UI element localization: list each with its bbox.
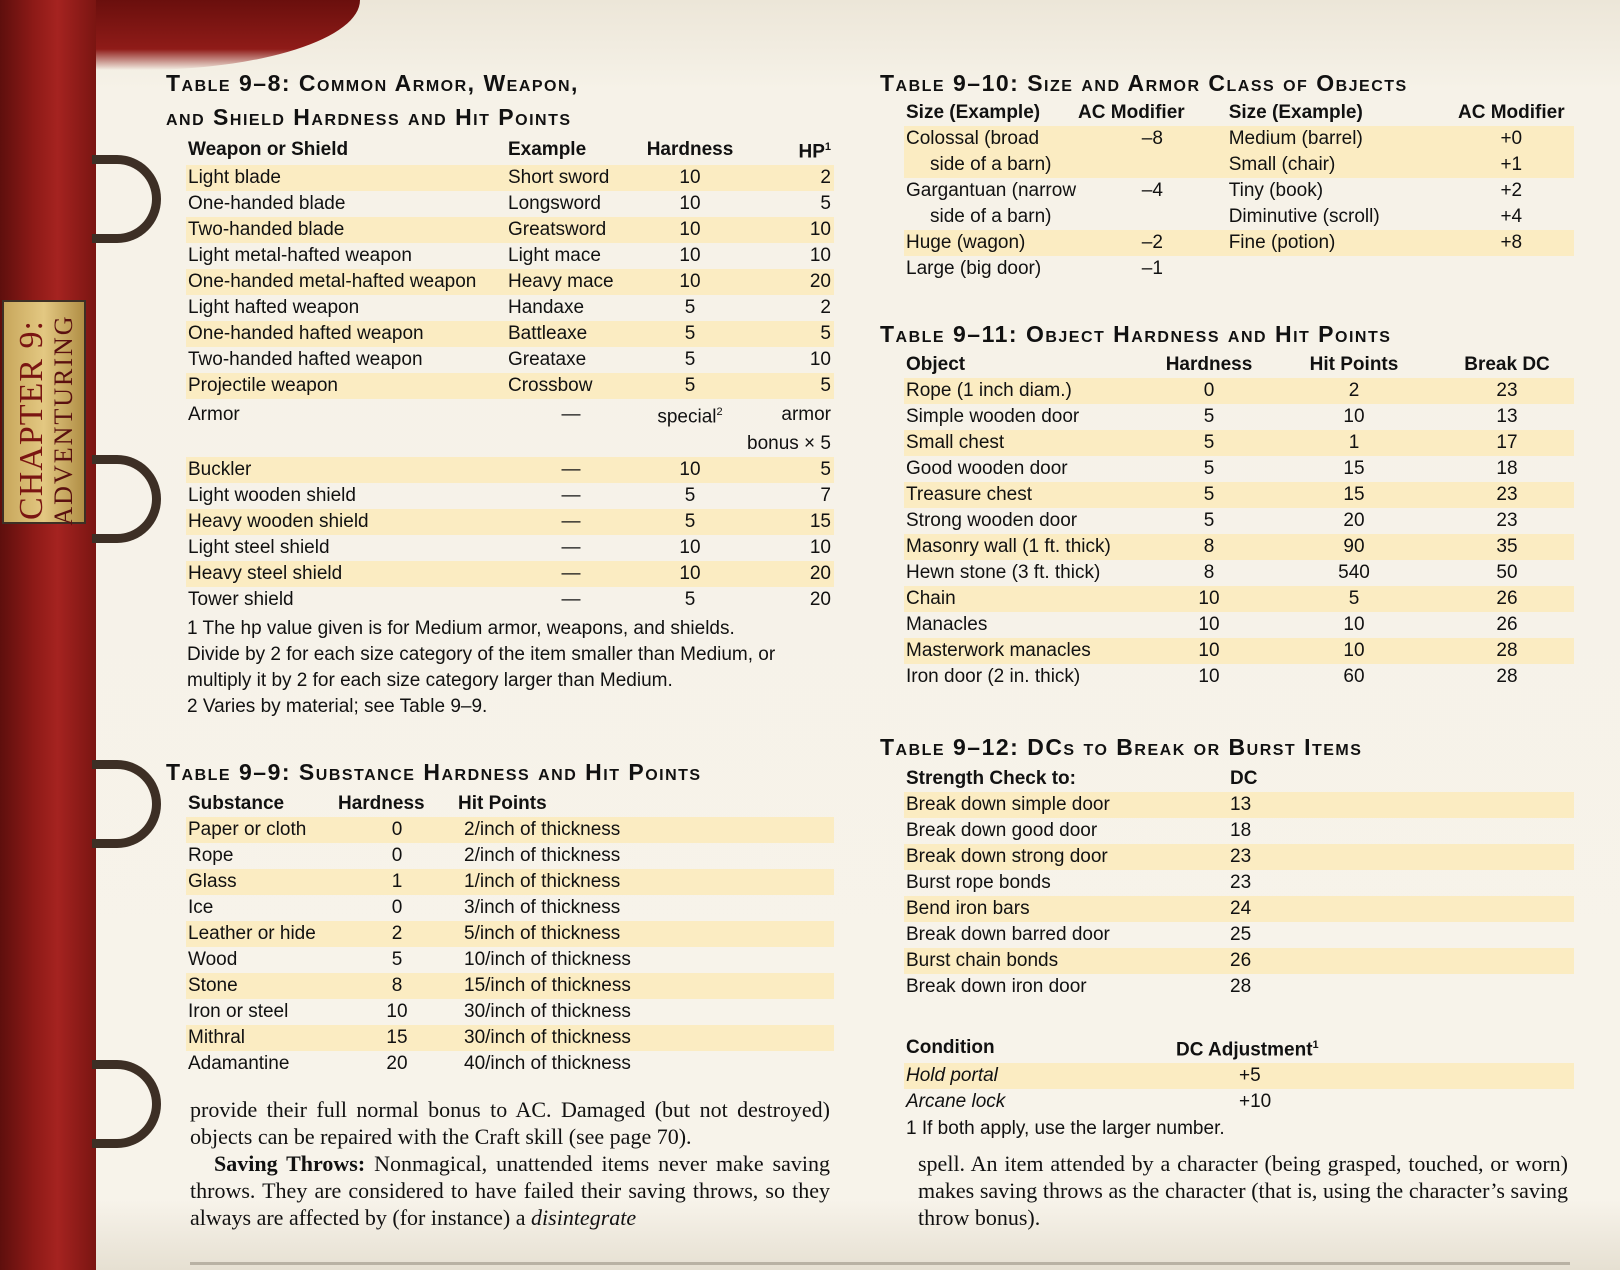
table-9-8 [186, 134, 834, 613]
table-cell: +10 [1239, 1091, 1272, 1113]
table-cell: 20 [1343, 510, 1365, 531]
table-cell: 30/inch of thickness [456, 1025, 834, 1051]
table-cell: 5 [1203, 458, 1215, 479]
table-cell: 23 [1228, 844, 1574, 870]
table-cell: 5/inch of thickness [456, 921, 834, 947]
table-row [186, 1051, 834, 1077]
table-cell: — [506, 509, 634, 535]
bottom-rule [190, 1262, 1570, 1265]
table-row [904, 974, 1574, 1000]
table-cell: Light hafted weapon [188, 297, 360, 319]
table-cell: 18 [1230, 820, 1252, 841]
table-cell: 25 [1230, 924, 1252, 945]
table-cell: 26 [1496, 614, 1518, 635]
table-cell: Bend iron bars [904, 896, 1228, 922]
table-row [186, 843, 834, 869]
chapter-tab [2, 300, 86, 524]
table-cell: 35 [1438, 534, 1574, 560]
table-cell: Heavy wooden shield [186, 509, 506, 535]
table-cell: 26 [1228, 948, 1574, 974]
table-cell: Gargantuan (narrow [906, 180, 1077, 201]
table-cell: 0 [336, 817, 456, 843]
table-cell: Light blade [186, 165, 506, 191]
table-row [904, 896, 1574, 922]
table-cell: 10 [1148, 638, 1268, 664]
table-cell: 5 [820, 193, 831, 215]
table-row [186, 191, 834, 217]
table-9-8-title: Table 9–8: Common Armor, Weapon, and Shield Hardness and Hit Points [166, 70, 579, 130]
table-row [186, 243, 834, 269]
table-cell: Burst rope bonds [906, 872, 1051, 893]
table-cell: 5 [1203, 406, 1215, 427]
table-cell: side of a barn) [904, 152, 1076, 178]
table-row [904, 178, 1574, 204]
table-cell: 10/inch of thickness [464, 949, 631, 970]
table-header-row: Size (Example) AC Modifier Size (Example) AC Modifier [906, 102, 1565, 123]
table-cell: Iron or steel [188, 1001, 289, 1022]
table-cell: Heavy mace [506, 269, 634, 295]
table-row [904, 508, 1574, 534]
table-cell: One-handed blade [188, 193, 346, 215]
table-cell: 10 [679, 245, 701, 267]
table-cell: Simple wooden door [906, 406, 1080, 427]
table-cell: 5 [1148, 430, 1268, 456]
table-cell [1076, 204, 1227, 230]
table-cell: 23 [1438, 482, 1574, 508]
table-cell: 5 [634, 321, 744, 347]
table-cell: 1/inch of thickness [456, 869, 834, 895]
table-cell: 28 [1496, 666, 1518, 687]
table-9-10 [904, 100, 1574, 282]
table-9-9-title: Table 9–9: Substance Hardness and Hit Points [166, 759, 702, 785]
table-cell: Light steel shield [188, 536, 330, 558]
table-row [904, 844, 1574, 870]
table-cell: 10 [1268, 638, 1438, 664]
table-cell: 10 [634, 561, 744, 587]
table-row [186, 295, 834, 321]
table-row [186, 269, 834, 295]
table-cell: Break down good door [906, 820, 1098, 841]
table-row [904, 256, 1574, 282]
table-row [904, 818, 1574, 844]
condition-table [904, 1032, 1574, 1115]
table-row [904, 948, 1574, 974]
table-row [904, 378, 1574, 404]
table-row [186, 895, 834, 921]
table-cell: Longsword [508, 193, 601, 215]
table-cell: 2/inch of thickness [464, 845, 621, 866]
table-cell: Adamantine [188, 1053, 290, 1074]
table-cell: — [561, 484, 581, 506]
table-cell: Greataxe [508, 349, 587, 371]
table-cell: Break down strong door [904, 844, 1228, 870]
table-cell: 28 [1438, 638, 1574, 664]
table-cell: 10 [386, 1001, 408, 1022]
table-cell: Good wooden door [906, 458, 1068, 479]
table-cell: 20 [744, 561, 834, 587]
table-row [904, 1089, 1574, 1115]
table-cell: 2 [744, 165, 834, 191]
table-cell: 5 [634, 509, 744, 535]
table-row [904, 560, 1574, 586]
table-cell: 10 [679, 536, 701, 558]
table-cell: 23 [1230, 872, 1252, 893]
table-row [186, 817, 834, 843]
table-cell: 0 [391, 845, 403, 866]
table-cell: 10 [634, 217, 744, 243]
table-cell: 24 [1228, 896, 1574, 922]
table-cell: Iron door (2 in. thick) [906, 666, 1081, 687]
table-cell: 17 [1438, 430, 1574, 456]
table-cell: 5 [684, 484, 696, 506]
table-cell [1227, 256, 1447, 282]
table-cell: 10 [634, 165, 744, 191]
table-cell: 5 [1148, 482, 1268, 508]
table-cell: 20 [809, 588, 831, 610]
table-cell: Short sword [506, 165, 634, 191]
table-row [186, 321, 834, 347]
table-cell: — [561, 536, 581, 558]
table-cell: Tower shield [188, 588, 294, 610]
table-cell: Buckler [186, 457, 506, 483]
table-cell: 1 [1268, 430, 1438, 456]
table-cell: Huge (wagon) [904, 230, 1076, 256]
table-cell: 13 [1496, 406, 1518, 427]
table-cell: — [506, 561, 634, 587]
table-cell: Burst chain bonds [904, 948, 1228, 974]
table-row [186, 483, 834, 509]
table-cell: 5 [744, 457, 834, 483]
table-cell: Hewn stone (3 ft. thick) [906, 562, 1101, 583]
table-row [186, 947, 834, 973]
table-cell: 5 [684, 297, 696, 319]
table-cell: 0 [391, 897, 403, 918]
table-cell: Crossbow [506, 373, 634, 399]
table-cell: Colossal (broad [904, 126, 1076, 152]
table-cell: Rope (1 inch diam.) [904, 378, 1148, 404]
table-cell: 10 [744, 217, 834, 243]
table-cell: Stone [186, 973, 336, 999]
table-row [186, 347, 834, 373]
table-cell: 40/inch of thickness [464, 1053, 631, 1074]
table-cell: 8 [336, 973, 456, 999]
table-row [904, 870, 1574, 896]
table-cell: 5 [391, 949, 403, 970]
table-cell: 13 [1228, 792, 1574, 818]
table-cell: 2 [336, 921, 456, 947]
table-cell: Small (chair) [1227, 152, 1447, 178]
table-cell: Medium (barrel) [1227, 126, 1447, 152]
red-spine-border [0, 0, 96, 1270]
table-cell: One-handed hafted weapon [186, 321, 506, 347]
table-row [186, 165, 834, 191]
table-row [904, 792, 1574, 818]
table-cell: 23 [1438, 378, 1574, 404]
table-cell: Mithral [186, 1025, 336, 1051]
table-cell: Hold portal [904, 1063, 1174, 1089]
table-row [904, 534, 1574, 560]
table-row [186, 457, 834, 483]
table-row [186, 999, 834, 1025]
table-row [904, 152, 1574, 178]
table-cell: 30/inch of thickness [464, 1001, 631, 1022]
table-cell: 18 [1496, 458, 1518, 479]
table-cell: –8 [1076, 126, 1227, 152]
table-cell: –2 [1076, 230, 1227, 256]
table-row [186, 869, 834, 895]
table-cell: 540 [1338, 562, 1370, 583]
table-9-9 [186, 791, 834, 1077]
table-cell: Light wooden shield [188, 484, 356, 506]
table-row [186, 921, 834, 947]
table-cell: 10 [679, 193, 701, 215]
table-cell: Tiny (book) [1228, 180, 1324, 201]
table-row [904, 430, 1574, 456]
table-row [904, 638, 1574, 664]
table-cell: Arcane lock [906, 1091, 1006, 1113]
table-cell: Greatsword [506, 217, 634, 243]
table-cell: –1 [1141, 258, 1163, 279]
table-cell: 15 [1268, 482, 1438, 508]
table-cell: 10 [1343, 406, 1365, 427]
column-header: Weapon or Shield [188, 138, 349, 160]
table-row [186, 535, 834, 561]
table-header-row: Condition DC Adjustment$^1$ [906, 1036, 1319, 1061]
table-cell: 3/inch of thickness [464, 897, 621, 918]
table-cell: 15 [744, 509, 834, 535]
table-cell: 5 [684, 349, 696, 371]
table-cell: 10 [1148, 586, 1268, 612]
table-cell: 5 [1268, 586, 1438, 612]
table-cell: Rope [188, 845, 234, 866]
table-row [904, 456, 1574, 482]
table-cell: Treasure chest [904, 482, 1148, 508]
table-cell: 15 [336, 1025, 456, 1051]
table-cell: Small chest [904, 430, 1148, 456]
table-cell: 20 [744, 269, 834, 295]
table-cell: –4 [1141, 180, 1163, 201]
table-row [904, 586, 1574, 612]
table-cell: 7 [820, 484, 831, 506]
table-cell: 5 [1203, 510, 1215, 531]
table-cell: 10 [1343, 614, 1365, 635]
table-cell: 10 [809, 536, 831, 558]
table-cell: Break down simple door [904, 792, 1228, 818]
table-row [186, 217, 834, 243]
table-cell: 10 [809, 349, 831, 371]
table-row: bonus × 5 [747, 432, 831, 454]
table-cell: 2/inch of thickness [456, 817, 834, 843]
table-9-10-title: Table 9–10: Size and Armor Class of Objects [880, 70, 1408, 96]
table-cell: 10 [634, 457, 744, 483]
table-cell: +2 [1500, 180, 1523, 201]
table-cell: 8 [1148, 534, 1268, 560]
table-cell: Break down barred door [906, 924, 1110, 945]
table-9-12 [904, 766, 1574, 1000]
column-header: Hardness [646, 138, 734, 160]
table-cell: Large (big door) [906, 258, 1042, 279]
table-cell: Handaxe [508, 297, 585, 319]
table-cell: Wood [188, 949, 238, 970]
table-cell: Masonry wall (1 ft. thick) [904, 534, 1148, 560]
table-cell: Chain [904, 586, 1148, 612]
table-row [186, 1025, 834, 1051]
table-cell: 15 [1343, 458, 1365, 479]
table-9-11-title: Table 9–11: Object Hardness and Hit Points [880, 321, 1392, 347]
table-cell: 5 [684, 588, 696, 610]
table-cell: 0 [1148, 378, 1268, 404]
table-cell: 50 [1496, 562, 1518, 583]
chapter-name: ADVENTURING [49, 314, 78, 526]
table-cell: Manacles [906, 614, 988, 635]
table-cell: 20 [386, 1053, 408, 1074]
table-cell: Glass [186, 869, 336, 895]
body-text-right: spell. An item attended by a character (being grasped, touched, or worn) makes saving throws as the character (that is, using the character’s saving throw bonus). [918, 1151, 1568, 1230]
table-cell: Battleaxe [506, 321, 634, 347]
body-text-left: provide their full normal bonus to AC. Damaged (but not destroyed) objects can be repaired with the Craft skill (see page 70). Saving Throws: Nonmagical, unattended items never make saving throws. They are considered to have failed their saving throws, so they always are affected by (for instance) a disintegrate [190, 1097, 830, 1230]
table-cell: 5 [744, 321, 834, 347]
table-cell: Paper or cloth [186, 817, 336, 843]
table-cell: Heavy steel shield [186, 561, 506, 587]
table-row [904, 230, 1574, 256]
table-cell: — [506, 457, 634, 483]
table-cell: 28 [1230, 976, 1252, 997]
table-cell: 10 [809, 245, 831, 267]
table-cell: Leather or hide [186, 921, 336, 947]
table-header-row: Substance Hardness Hit Points [188, 793, 547, 814]
column-header: Example [508, 138, 587, 160]
table-cell: 10 [1198, 614, 1220, 635]
table-cell: 2 [820, 297, 831, 319]
table-cell: 5 [744, 373, 834, 399]
table-9-12-title: Table 9–12: DCs to Break or Burst Items [880, 734, 1363, 760]
table-row [186, 587, 834, 613]
table-row [904, 482, 1574, 508]
table-cell: 60 [1343, 666, 1365, 687]
table-cell: side of a barn) [930, 206, 1052, 227]
table-row [186, 973, 834, 999]
table-row: Armor — special$^2$ armor [188, 403, 831, 428]
table-row [186, 509, 834, 535]
table-cell: +1 [1447, 152, 1574, 178]
table-row [186, 561, 834, 587]
table-row [904, 612, 1574, 638]
table-cell: Two-handed hafted weapon [188, 349, 423, 371]
table-header-row [186, 134, 834, 165]
table-cell [1076, 152, 1227, 178]
table-cell: 10 [1198, 666, 1220, 687]
table-cell: Two-handed blade [186, 217, 506, 243]
table-cell: 10 [634, 269, 744, 295]
table-9-11 [904, 352, 1574, 690]
table-cell: Light metal-hafted weapon [188, 245, 412, 267]
table-header-row: Object Hardness Hit Points Break DC [906, 354, 1550, 375]
table-cell: 1 [336, 869, 456, 895]
table-9-8-footnotes: 1 The hp value given is for Medium armor, weapons, and shields. Divide by 2 for each size category of the item smaller than Medium, or multiply it by 2 for each size category larger than Medium. 2 Varies by material; see Table 9–9. [187, 618, 776, 717]
table-row [904, 204, 1574, 230]
table-row [904, 1063, 1574, 1089]
table-cell: Diminutive (scroll) [1228, 206, 1380, 227]
column-header: $HP^1$ [798, 141, 831, 163]
table-header-row: Strength Check to: DC [906, 768, 1258, 789]
table-cell: +5 [1174, 1063, 1574, 1089]
table-cell: — [561, 588, 581, 610]
table-cell: Ice [188, 897, 214, 918]
table-cell: Projectile weapon [186, 373, 506, 399]
table-row [904, 664, 1574, 690]
table-cell: Masterwork manacles [904, 638, 1148, 664]
table-cell: +4 [1500, 206, 1523, 227]
table-row [904, 922, 1574, 948]
table-cell: One-handed metal-hafted weapon [186, 269, 506, 295]
table-cell: Break down iron door [906, 976, 1087, 997]
table-row [904, 404, 1574, 430]
table-cell: 23 [1496, 510, 1518, 531]
table-9-12-footnote: 1 If both apply, use the larger number. [906, 1118, 1225, 1139]
table-cell: 26 [1438, 586, 1574, 612]
table-row [186, 373, 834, 399]
table-cell: +8 [1447, 230, 1574, 256]
table-cell: 2 [1268, 378, 1438, 404]
table-cell: 90 [1268, 534, 1438, 560]
table-cell: 15/inch of thickness [456, 973, 834, 999]
table-cell: +0 [1447, 126, 1574, 152]
table-cell: 8 [1203, 562, 1215, 583]
table-cell [1447, 256, 1574, 282]
table-cell: Light mace [508, 245, 601, 267]
table-cell: Fine (potion) [1227, 230, 1447, 256]
table-cell: 5 [634, 373, 744, 399]
chapter-label: CHAPTER 9: [13, 320, 50, 520]
table-row [904, 126, 1574, 152]
table-cell: Strong wooden door [906, 510, 1078, 531]
